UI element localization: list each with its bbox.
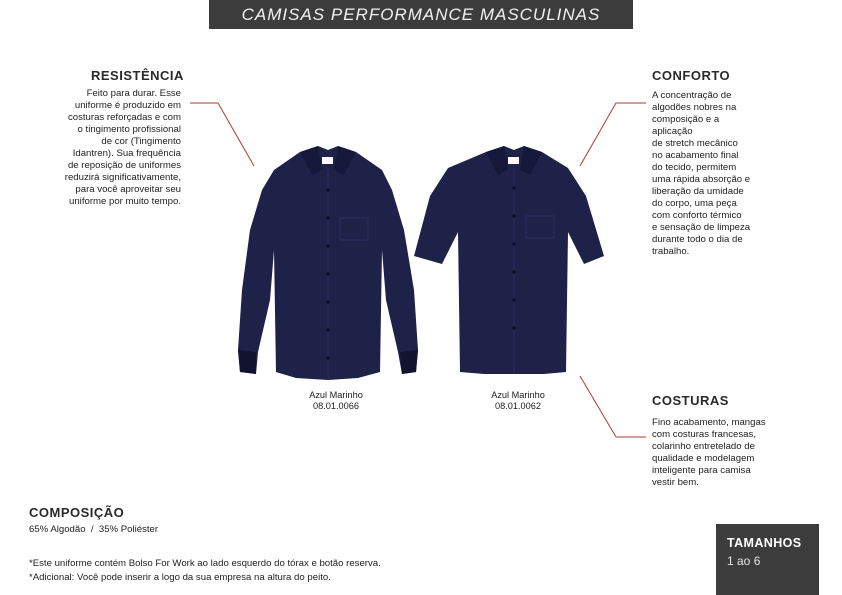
resistencia-text bbox=[40, 88, 181, 208]
text-line: com costuras francesas, bbox=[652, 429, 756, 440]
text-line: do tecido, permitem bbox=[652, 162, 737, 173]
text-line: reduzirá significativamente, bbox=[64, 172, 181, 183]
product-caption-long-sleeve bbox=[276, 390, 396, 412]
text-line: vestir bem. bbox=[652, 477, 699, 488]
leader-line-resistencia bbox=[190, 103, 254, 166]
text-line: de reposição de uniformes bbox=[67, 160, 181, 171]
text-line: de cor (Tingimento bbox=[101, 136, 181, 147]
text-line: do corpo, uma peça bbox=[652, 198, 737, 209]
tamanhos-title: TAMANHOS bbox=[727, 536, 802, 550]
text-line: no acabamento final bbox=[652, 150, 739, 161]
tamanhos-box bbox=[716, 524, 819, 595]
footnote: *Adicional: Você pode inserir a logo da sua empresa na altura do peito. bbox=[29, 572, 331, 583]
text-line: costuras reforçadas e com bbox=[67, 112, 181, 123]
text-line: Feito para durar. Esse bbox=[86, 88, 181, 99]
product-color: Azul Marinho bbox=[309, 390, 363, 400]
footnote: *Este uniforme contém Bolso For Work ao lado esquerdo do tórax e botão reserva. bbox=[29, 558, 381, 569]
text-line: e sensação de limpeza bbox=[652, 222, 751, 233]
text-line: uniforme é produzido em bbox=[74, 100, 181, 111]
composicao-value: 65% Algodão / 35% Poliéster bbox=[29, 524, 159, 535]
product-code: 08.01.0066 bbox=[313, 401, 359, 411]
long-sleeve-shirt-image bbox=[238, 146, 418, 380]
text-line: liberação da umidade bbox=[652, 186, 744, 197]
costuras-title: COSTURAS bbox=[652, 393, 729, 408]
leader-line-conforto bbox=[580, 103, 646, 166]
text-line: uniforme por muito tempo. bbox=[69, 196, 181, 207]
text-line: de stretch mecânico bbox=[652, 138, 738, 149]
text-line: o tingimento profissional bbox=[77, 124, 181, 135]
short-sleeve-shirt-image bbox=[414, 146, 604, 374]
text-line: trabalho. bbox=[652, 246, 690, 257]
leader-line-costuras bbox=[580, 376, 646, 437]
text-line: uma rápida absorção e bbox=[652, 174, 751, 185]
text-line: composição e a aplicação bbox=[652, 114, 720, 137]
text-line: algodões nobres na bbox=[652, 102, 737, 113]
text-line: colarinho entretelado de bbox=[652, 441, 755, 452]
text-line: para você aproveitar seu bbox=[75, 184, 181, 195]
text-line: Idantren). Sua frequência bbox=[72, 148, 181, 159]
resistencia-title: RESISTÊNCIA bbox=[91, 68, 184, 83]
costuras-text bbox=[652, 417, 777, 489]
text-line: Fino acabamento, mangas bbox=[652, 417, 766, 428]
text-line: qualidade e modelagem bbox=[652, 453, 755, 464]
conforto-title: CONFORTO bbox=[652, 68, 731, 83]
product-color: Azul Marinho bbox=[491, 390, 545, 400]
product-code: 08.01.0062 bbox=[495, 401, 541, 411]
text-line: A concentração de bbox=[652, 90, 732, 101]
text-line: inteligente para camisa bbox=[652, 465, 751, 476]
tamanhos-value: 1 ao 6 bbox=[727, 554, 761, 568]
product-caption-short-sleeve bbox=[458, 390, 578, 412]
conforto-text bbox=[652, 90, 762, 258]
text-line: durante todo o dia de bbox=[652, 234, 743, 245]
page-title: CAMISAS PERFORMANCE MASCULINAS bbox=[241, 4, 601, 24]
text-line: com conforto térmico bbox=[652, 210, 742, 221]
composicao-title: COMPOSIÇÃO bbox=[29, 505, 125, 520]
